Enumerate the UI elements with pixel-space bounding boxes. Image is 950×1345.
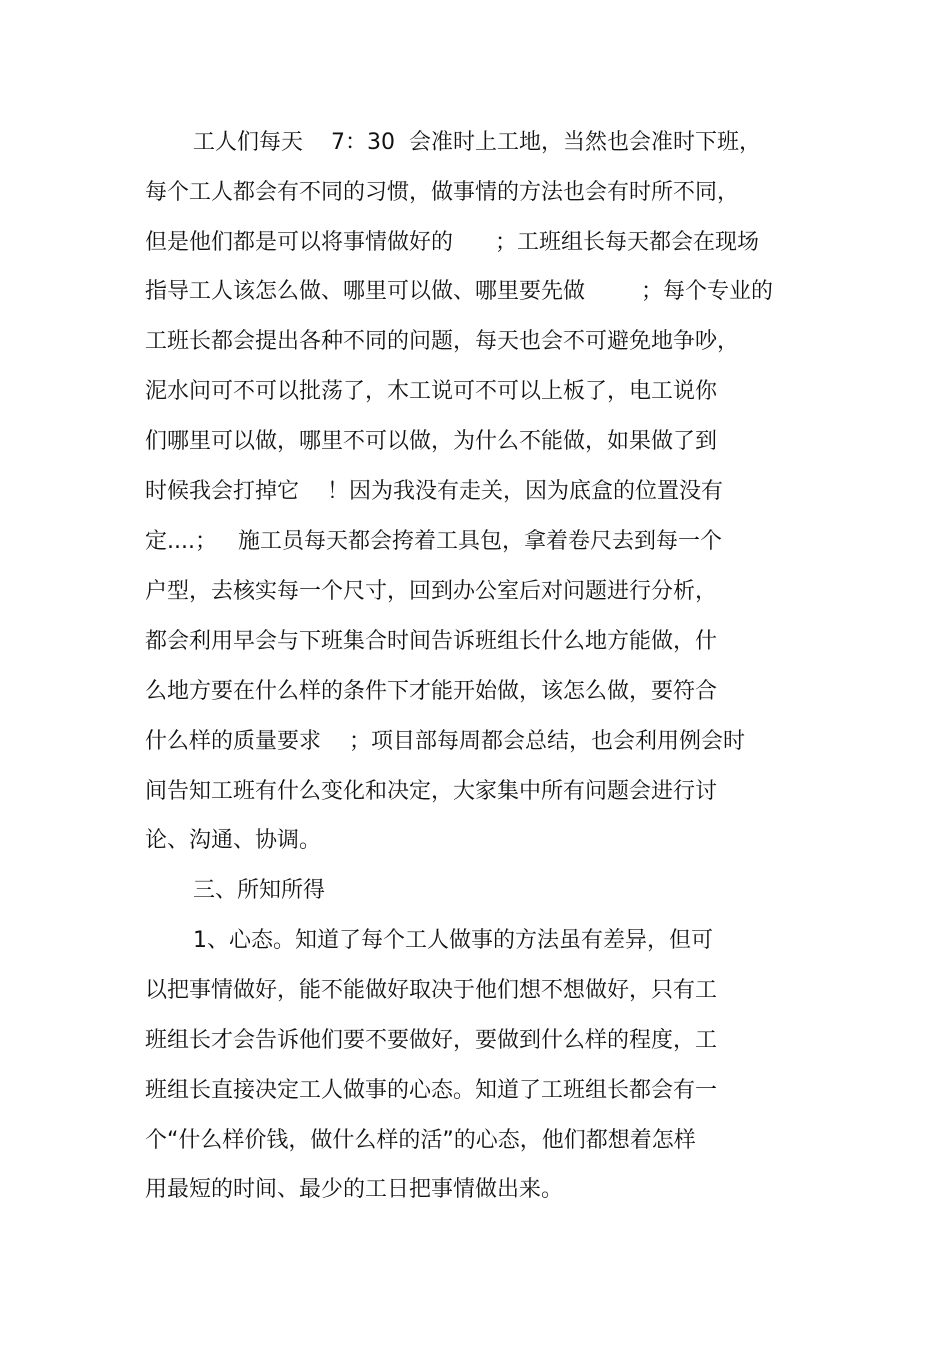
- body-line-6: 泥水问可不可以批荡了，木工说可不可以上板了，电工说你: [145, 379, 718, 404]
- body-line-10: 户型，去核实每一个尺寸，回到办公室后对问题进行分析，: [145, 579, 718, 604]
- body-line-7: 们哪里可以做，哪里不可以做，为什么不能做，如果做了到: [145, 429, 718, 454]
- body-line-4: 指导工人该怎么做、哪里可以做、哪里要先做 ；每个专业的: [145, 279, 773, 304]
- body-line-20: 班组长直接决定工人做事的心态。知道了工班组长都会有一: [145, 1078, 718, 1103]
- body-line-22: 用最短的时间、最少的工日把事情做出来。: [145, 1177, 564, 1202]
- body-line-1: 工人们每天 7：30 会准时上工地，当然也会准时下班，: [193, 130, 761, 155]
- body-line-12: 么地方要在什么样的条件下才能开始做，该怎么做，要符合: [145, 679, 718, 704]
- body-line-18: 以把事情做好，能不能做好取决于他们想不想做好，只有工: [145, 978, 718, 1003]
- body-line-13: 什么样的质量要求 ；项目部每周都会总结，也会利用例会时: [145, 729, 745, 754]
- body-line-14: 间告知工班有什么变化和决定，大家集中所有问题会进行讨: [145, 779, 718, 804]
- body-line-21: 个“什么样价钱，做什么样的活”的心态，他们都想着怎样: [145, 1128, 696, 1153]
- body-line-3: 但是他们都是可以将事情做好的 ；工班组长每天都会在现场: [145, 230, 759, 255]
- body-line-8: 时候我会打掉它 ！因为我没有走关，因为底盒的位置没有: [145, 479, 723, 504]
- body-line-9: 定....； 施工员每天都会挎着工具包，拿着卷尺去到每一个: [145, 529, 722, 554]
- body-line-5: 工班长都会提出各种不同的问题，每天也会不可避免地争吵，: [145, 329, 740, 354]
- body-line-15: 论、沟通、协调。: [145, 828, 322, 853]
- section-heading: 三、所知所得: [193, 878, 326, 903]
- body-line-17: 1、心态。知道了每个工人做事的方法虽有差异，但可: [193, 928, 713, 953]
- body-line-11: 都会利用早会与下班集合时间告诉班组长什么地方能做，什: [145, 629, 718, 654]
- body-line-19: 班组长才会告诉他们要不要做好，要做到什么样的程度，工: [145, 1028, 718, 1053]
- body-line-2: 每个工人都会有不同的习惯，做事情的方法也会有时所不同，: [145, 180, 740, 205]
